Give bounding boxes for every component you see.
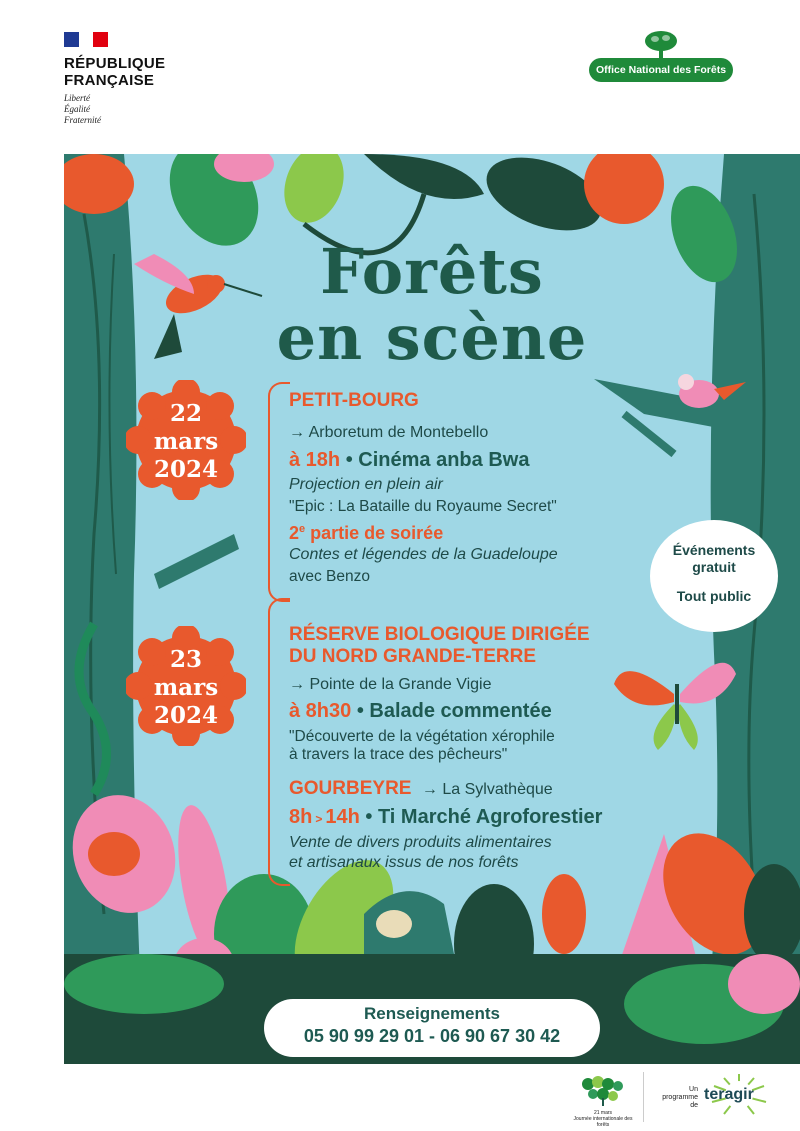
bullet: •	[351, 700, 370, 722]
idf-label: Journée internationale des forêts	[573, 1116, 633, 1128]
date-badge-1	[126, 380, 246, 500]
event2-location-line1: RÉSERVE BIOLOGIQUE DIRIGÉE	[289, 624, 590, 645]
program-line3: de	[690, 1102, 698, 1109]
event3-header	[289, 778, 553, 800]
date1-month: mars	[153, 428, 219, 455]
program-line2: programme	[662, 1094, 698, 1101]
info-box	[264, 999, 600, 1057]
footer-separator	[643, 1072, 644, 1122]
event1-part2-desc: Contes et légendes de la Guadeloupe	[289, 546, 558, 563]
info-phones: 05 90 99 29 01 - 06 90 67 30 42	[303, 1026, 561, 1046]
part2-number: 2	[289, 523, 300, 543]
event3-headline	[289, 806, 602, 829]
event1-place: → Arboretum de Montebello	[289, 424, 489, 441]
date2-year: 2024	[153, 702, 218, 729]
event3-time-sep: >	[315, 812, 323, 826]
info-title: Renseignements	[363, 1004, 501, 1023]
event1-part2-title	[289, 523, 443, 544]
free-line2: gratuit	[692, 559, 736, 575]
event3-time-start: 8h	[289, 806, 313, 828]
event1-headline	[289, 449, 529, 472]
republique-title	[64, 55, 184, 89]
tree-icon	[644, 30, 678, 58]
event2-desc2: à travers la trace des pêcheurs"	[289, 746, 508, 763]
date1-day: 22	[169, 400, 202, 427]
republique-motto	[64, 93, 184, 126]
part2-rest: partie de soirée	[305, 523, 444, 543]
event3-desc1: Vente de divers produits alimentaires	[289, 834, 552, 851]
event3-time-end: 14h	[325, 806, 360, 828]
event2-place: → Pointe de la Grande Vigie	[289, 676, 492, 693]
day2-bracket	[268, 598, 290, 886]
title-line2: en scène	[276, 301, 588, 374]
event2-location-line2: DU NORD GRANDE-TERRE	[289, 646, 536, 667]
motto-egalite: Égalité	[64, 104, 90, 114]
event2-title: Balade commentée	[369, 700, 552, 722]
teragir-label: teragir	[704, 1086, 754, 1103]
part2-superscript: e	[299, 523, 306, 535]
event1-location: PETIT-BOURG	[289, 390, 419, 411]
date-badge-2	[126, 626, 246, 746]
republique-line2: FRANÇAISE	[64, 72, 155, 89]
event1-desc2: "Epic : La Bataille du Royaume Secret"	[289, 498, 557, 515]
free-line1: Événements	[672, 542, 756, 558]
program-line1: Un	[689, 1086, 698, 1093]
bullet: •	[359, 806, 378, 828]
event1-title: Cinéma anba Bwa	[358, 449, 530, 471]
event2-desc1: "Découverte de la végétation xérophile	[289, 728, 555, 745]
republique-francaise-logo	[64, 32, 184, 126]
event1-time: à 18h	[289, 449, 341, 471]
event1-desc1: Projection en plein air	[289, 476, 443, 493]
date2-month: mars	[153, 674, 219, 701]
title-line1: Forêts	[320, 235, 544, 308]
public-label: Tout public	[676, 588, 752, 604]
event2-headline	[289, 700, 552, 723]
motto-fraternite: Fraternité	[64, 115, 101, 125]
bullet: •	[340, 449, 359, 471]
trees-icon	[568, 1074, 638, 1108]
free-event-badge	[652, 522, 776, 630]
event3-title: Ti Marché Agroforestier	[377, 806, 603, 828]
event3-desc2: et artisanaux issus de nos forêts	[289, 854, 519, 871]
date2-day: 23	[169, 646, 202, 673]
french-flag-icon	[64, 32, 108, 47]
motto-liberte: Liberté	[64, 93, 90, 103]
event3-location: GOURBEYRE	[289, 778, 412, 799]
republique-line1: RÉPUBLIQUE	[64, 55, 166, 72]
idf-date: 21 mars	[593, 1110, 613, 1116]
day1-bracket	[268, 382, 290, 602]
poster	[64, 154, 800, 1064]
date1-year: 2024	[153, 456, 218, 483]
onf-label: Office National des Forêts	[589, 58, 733, 82]
event1-part2-with: avec Benzo	[289, 568, 370, 585]
teragir-logo	[650, 1072, 780, 1122]
event2-time: à 8h30	[289, 700, 352, 722]
onf-logo	[586, 30, 736, 90]
event3-place: → La Sylvathèque	[421, 781, 553, 798]
idf-logo	[568, 1074, 638, 1128]
